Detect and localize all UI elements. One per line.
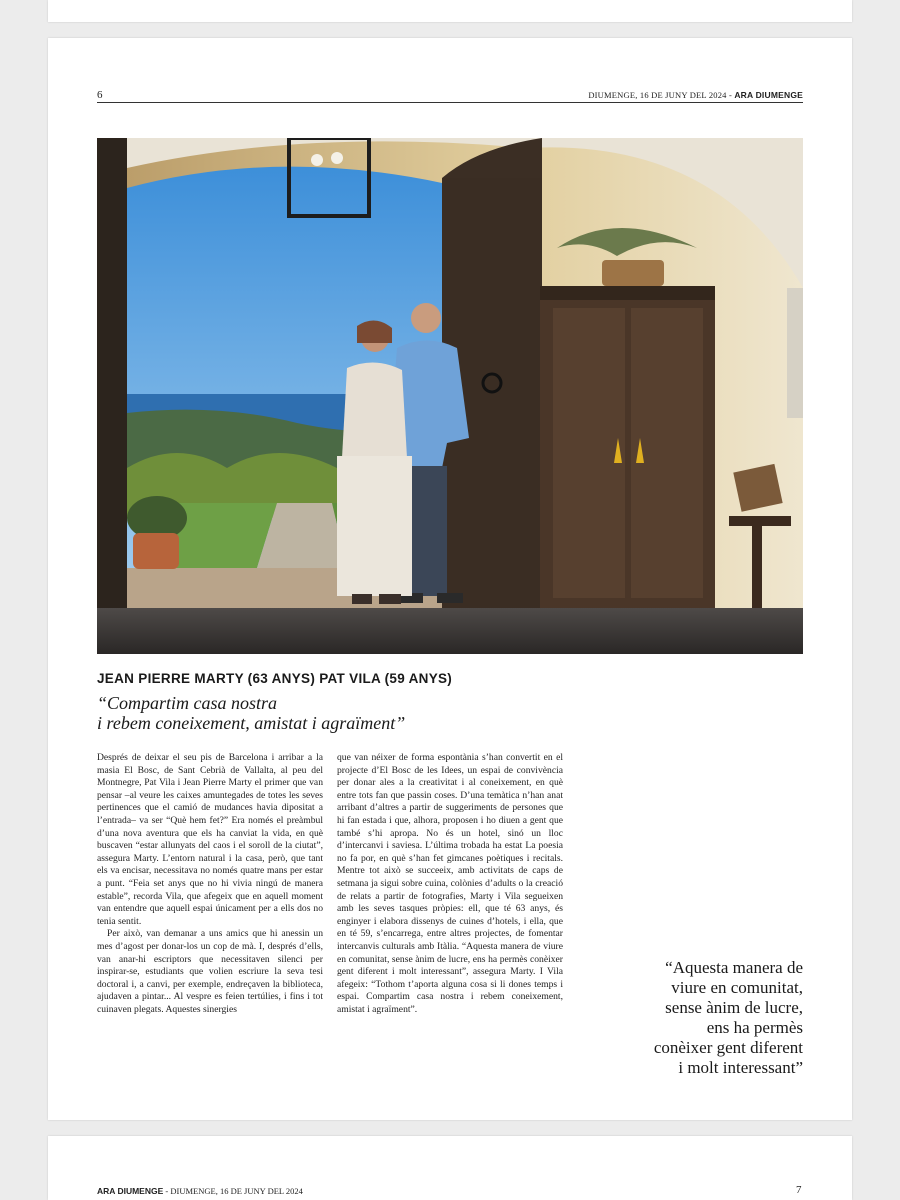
pull-quote-line: viure en comunitat,	[671, 978, 803, 997]
pull-quote-line: “Aquesta manera de	[665, 958, 803, 977]
pull-quote-line: conèixer gent diferent	[653, 1038, 803, 1057]
folio-date: DIUMENGE, 16 DE JUNY DEL 2024	[588, 90, 727, 100]
article-photo	[97, 138, 803, 654]
paragraph: que van néixer de forma espontània s’han convertit en el projecte d’El Bosc de les Idees, un espai de convivència per donar ales a la creativitat i al coneixement, en què entre tots fan que passin coses. D’una temàtica n’han anat arribant d’altres a partir de suggeriments de persones que hi fan estada i que, alhora, proposen i ho diuen a gent que també s’hi apropa. No és un hotel, sinó un lloc d’intercanvi i saviesa. L’última trobada ha estat La poesia no fa por, en què s’han fet gimcanes poètiques i recitals. Mentre tot això se succeeix, amb activitats de caps de setmana ja sigui sobre cuina, colònies d’adults o la creació de relats a partir de fotografies, Marty i Vila segueixen amb les seves tasques pròpies: ell, que té 63 anys, és enginyer i elabora dissenys de cuines d’hotels, i ella, que en té 59, s’encarrega, entre altres projectes, de fomentar intercanvis culturals amb Itàlia. “Aquesta manera de viure en comunitat, sense ànim de lucre, ens ha permès conèixer gent diferent i molt interessant”, assegura Marty. I Vila afegeix: “Tothom t’aporta alguna cosa si li dones temps i espai. Compartim casa nostra i rebem coneixement, amistat i agraïment”.	[337, 752, 563, 1015]
paragraph: Després de deixar el seu pis de Barcelona i arribar a la masia El Bosc, de Sant Cebrià de Vallalta, al peu del Montnegre, Pat Vila i Jean Pierre Marty el primer que van pensar –al veure les caixes amuntegades de totes les seves pertinences que el camió de mudances havia dipositat a l’entrada– va ser “Què hem fet?” Era només el preàmbul d’una nova aventura que els ha canviat la vida, en què buscaven “estar allunyats del caos i el soroll de la ciutat”, assegura Marty. L’entorn natural i la casa, però, que tant els va encisar, necessitava no només quatre mans per estar a punt. “Feia set anys que no hi vivia ningú de manera estable”, recorda Vila, que afegeix que en aquell moment van entendre que aquell espai únicament per a ells dos no tenia sentit.	[97, 752, 323, 927]
article-column-1	[97, 752, 323, 1016]
folio-rule	[97, 102, 803, 103]
next-page-folio	[97, 1186, 303, 1196]
pull-quote-line: ens ha permès	[706, 1018, 803, 1037]
headline-line: “Compartim casa nostra	[97, 693, 278, 713]
folio-section: ARA DIUMENGE	[97, 1186, 164, 1196]
article-column-2	[337, 752, 563, 1016]
article-names: JEAN PIERRE MARTY (63 ANYS) PAT VILA (59 ANYS)	[97, 671, 453, 686]
pull-quote-line: i molt interessant”	[678, 1058, 803, 1077]
paragraph: Per això, van demanar a uns amics que hi anessin un mes d’agost per donar-los un cop de mà. I, després d’ells, van anar-hi escriptors que necessitaven silenci per inspirar-se, estudiants que volien escriure la seva tesi doctoral i, a canvi, per exemple, endreçaven la biblioteca, ajudaven a pintar... Al vespre es feien tertúlies, i fins i tot cuinaven plegats. Aquestes sinergies	[97, 928, 323, 1015]
page-folio	[588, 90, 803, 100]
folio-section: ARA DIUMENGE	[734, 90, 803, 100]
page-number: 6	[97, 89, 103, 101]
article-headline	[97, 693, 557, 733]
pull-quote-line: sense ànim de lucre,	[665, 998, 803, 1017]
next-page-number: 7	[796, 1184, 802, 1196]
headline-line: i rebem coneixement, amistat i agraïment”	[97, 713, 406, 733]
folio-date: DIUMENGE, 16 DE JUNY DEL 2024	[170, 1186, 303, 1196]
folio-separator: -	[726, 90, 735, 100]
pull-quote	[600, 958, 803, 1078]
previous-page-edge	[48, 0, 852, 22]
folio-separator: -	[163, 1186, 171, 1196]
